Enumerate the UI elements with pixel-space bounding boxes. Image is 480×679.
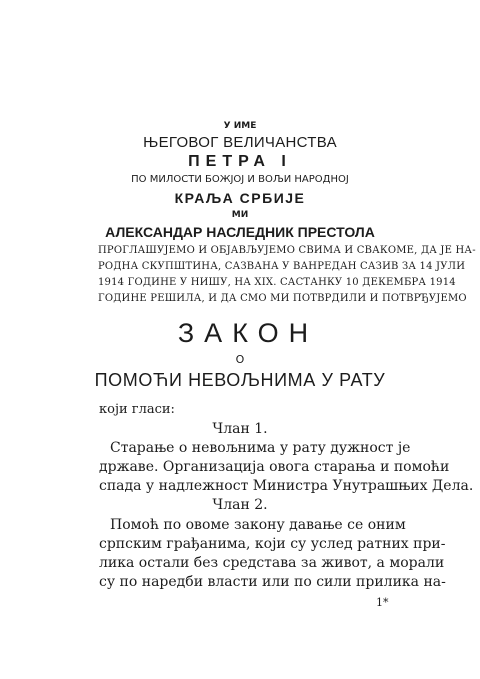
proclamation-line: 1914 ГОДИНЕ У НИШУ, НА XIX. САСТАНКУ 10 ДЕКЕМБРА 1914 xyxy=(98,277,456,288)
header-we: МИ xyxy=(231,210,249,220)
article-text-line: су по наредби власти или по сили прилика на- xyxy=(99,574,446,590)
header-king-title: КРАЉА СРБИЈЕ xyxy=(174,190,306,206)
law-subject: ПОМОЋИ НЕВОЉНИМА У РАТУ xyxy=(94,370,386,390)
proclamation-line: РОДНА СКУПШТИНА, САЗВАНА У ВАНРЕДАН САЗИВ ЗА 14 ЈУЛИ xyxy=(98,261,466,272)
law-connector: О xyxy=(235,353,245,366)
article-text-line: српским грађанима, који су услед ратних при- xyxy=(99,536,446,552)
header-in-name: У ИМЕ xyxy=(223,121,257,131)
proclamation-line: ГОДИНЕ РЕШИЛА, И ДА СМО МИ ПОТВРДИЛИ И ПОТВРЂУЈЕМО xyxy=(98,293,467,304)
article-text-line: Старање о невољнима у рату дужност је xyxy=(110,440,411,456)
signature-mark: 1* xyxy=(376,596,389,609)
law-title: ЗАКОН xyxy=(177,318,319,348)
article-text-line: спада у надлежност Министра Унутрашњих Дела. xyxy=(99,478,474,494)
article-text-line: Помоћ по овоме закону давање се оним xyxy=(110,517,406,533)
proclamation-line: ПРОГЛАШУЈЕМО И ОБЈАВЉУЈЕМО СВИМА И СВАКОМЕ, ДА ЈЕ НА- xyxy=(98,245,476,256)
header-king-name: ПЕТРА I xyxy=(188,153,292,170)
article-text-line: лика остали без средстава за живот, а морали xyxy=(99,555,445,571)
article-text-line: државе. Организација овога старања и помоћи xyxy=(99,459,450,475)
article-2-heading: Члан 2. xyxy=(212,497,268,513)
header-majesty: ЊЕГОВОГ ВЕЛИЧАНСТВА xyxy=(143,134,337,151)
header-grace: ПО МИЛОСТИ БОЖЈОЈ И ВОЉИ НАРОДНОЈ xyxy=(131,174,349,185)
header-heir: АЛЕКСАНДАР НАСЛЕДНИК ПРЕСТОЛА xyxy=(105,224,375,240)
intro-text: који гласи: xyxy=(99,402,175,417)
article-1-heading: Члан 1. xyxy=(212,421,268,437)
